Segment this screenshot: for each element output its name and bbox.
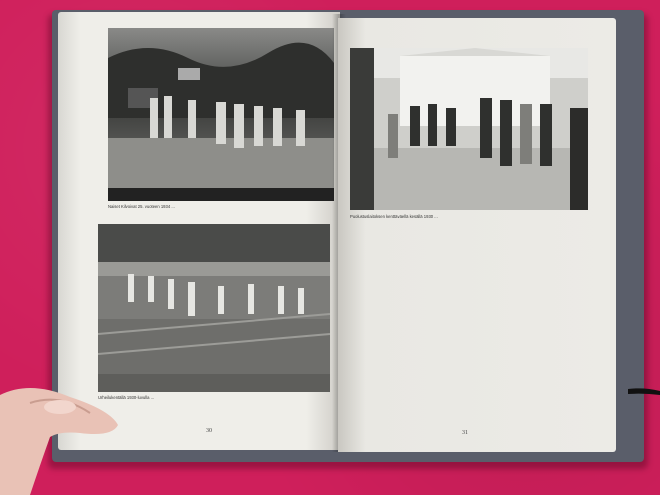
bottom-photo-caption: Urheilukentällä 1930-luvulla ... xyxy=(98,395,155,400)
right-photo-caption: Puolustuslaitoksen kenttäväellä kesällä 1930 ... xyxy=(350,214,438,219)
bookmark-ribbon xyxy=(628,385,660,397)
top-photo-caption: Naiset Kilvoivat 25. vuoteen 1934 ... xyxy=(108,204,175,209)
left-page-number: 30 xyxy=(206,428,212,434)
photo-athletes-on-track xyxy=(98,224,330,392)
photo-people-in-front-of-building xyxy=(350,48,588,210)
right-page xyxy=(338,18,616,452)
photo-group-of-women-on-field xyxy=(108,28,334,201)
right-page-number: 31 xyxy=(462,430,468,436)
hand-holding-book xyxy=(0,375,120,495)
